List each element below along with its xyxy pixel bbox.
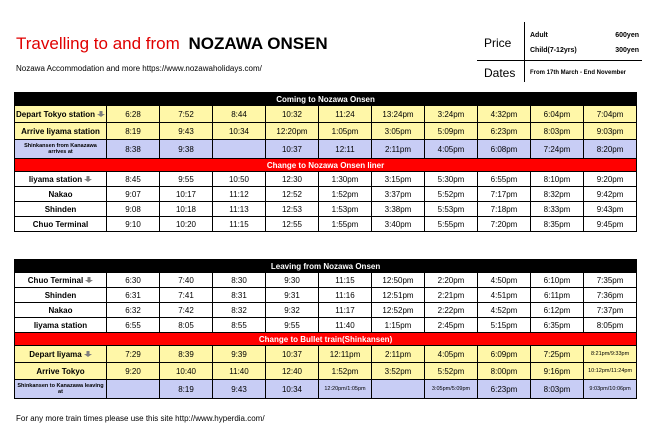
time-cell	[372, 380, 425, 399]
coming-change-header	[15, 159, 637, 172]
time-cell: 11:40	[213, 363, 266, 380]
time-cell: 13:24pm	[372, 106, 425, 123]
station-label	[15, 106, 107, 123]
time-cell: 1:30pm	[319, 172, 372, 187]
child-price: 300yen	[615, 47, 639, 54]
title-part-2: NOZAWA ONSEN	[188, 34, 328, 53]
station-label-text: Depart Tokyo station	[16, 109, 95, 119]
time-cell: 10:32	[266, 106, 319, 123]
time-cell: 7:20pm	[478, 217, 531, 232]
time-cell: 10:40	[160, 363, 213, 380]
time-cell: 11:16	[319, 288, 372, 303]
station-label	[15, 187, 107, 202]
station-label	[15, 363, 107, 380]
time-cell: 6:23pm	[478, 123, 531, 140]
time-cell: 12:30	[266, 172, 319, 187]
time-cell: 3:15pm	[372, 172, 425, 187]
time-cell: 8:31	[213, 288, 266, 303]
time-cell: 9:16pm	[531, 363, 584, 380]
station-label-text: Depart Iiyama	[29, 349, 82, 359]
dates-label: Dates	[484, 66, 516, 80]
time-cell: 8:44	[213, 106, 266, 123]
station-label	[15, 123, 107, 140]
time-cell: 8:05	[160, 318, 213, 333]
child-label: Child(7-12yrs)	[530, 47, 577, 54]
time-cell: 4:51pm	[478, 288, 531, 303]
time-cell	[107, 380, 160, 399]
station-label	[15, 217, 107, 232]
time-cell: 7:17pm	[478, 187, 531, 202]
time-cell: 9:42pm	[584, 187, 637, 202]
station-label	[15, 202, 107, 217]
time-cell: 12:40	[266, 363, 319, 380]
table-row	[15, 140, 637, 159]
time-cell: 5:53pm	[425, 202, 478, 217]
time-cell	[213, 140, 266, 159]
footer-note[interactable]: For any more train times please use this site http://www.hyperdia.com/	[16, 414, 265, 423]
station-label	[15, 380, 107, 399]
time-cell: 6:11pm	[531, 288, 584, 303]
time-cell: 9:55	[266, 318, 319, 333]
time-cell: 6:32	[107, 303, 160, 318]
time-cell: 8:19	[160, 380, 213, 399]
time-cell: 10:12pm/11:24pm	[584, 363, 637, 380]
time-cell: 10:20	[160, 217, 213, 232]
time-cell: 8:19	[107, 123, 160, 140]
time-cell: 7:42	[160, 303, 213, 318]
table-row	[15, 172, 637, 187]
time-cell: 7:04pm	[584, 106, 637, 123]
time-cell: 5:55pm	[425, 217, 478, 232]
coming-section-header	[15, 93, 637, 106]
time-cell: 8:39	[160, 346, 213, 363]
station-label-text: Shinden	[44, 290, 77, 300]
time-cell: 7:37pm	[584, 303, 637, 318]
time-cell: 1:55pm	[319, 217, 372, 232]
time-cell: 3:52pm	[372, 363, 425, 380]
time-cell: 12:52	[266, 187, 319, 202]
station-label-text: Chuo Terminal	[27, 275, 84, 285]
time-cell: 4:32pm	[478, 106, 531, 123]
time-cell: 2:11pm	[372, 140, 425, 159]
time-cell: 7:24pm	[531, 140, 584, 159]
time-cell: 10:17	[160, 187, 213, 202]
time-cell: 7:40	[160, 273, 213, 288]
time-cell: 6:28	[107, 106, 160, 123]
time-cell: 3:05pm/5:09pm	[425, 380, 478, 399]
time-cell: 8:32	[213, 303, 266, 318]
time-cell: 4:50pm	[478, 273, 531, 288]
time-cell: 8:03pm	[531, 380, 584, 399]
time-cell: 8:20pm	[584, 140, 637, 159]
time-cell: 9:03pm/10:06pm	[584, 380, 637, 399]
time-cell: 9:55	[160, 172, 213, 187]
time-cell: 8:21pm/9:33pm	[584, 346, 637, 363]
time-cell: 8:38	[107, 140, 160, 159]
time-cell: 2:11pm	[372, 346, 425, 363]
table-row	[15, 303, 637, 318]
station-label	[15, 288, 107, 303]
time-cell: 7:35pm	[584, 273, 637, 288]
time-cell: 8:35pm	[531, 217, 584, 232]
time-cell: 3:38pm	[372, 202, 425, 217]
station-label-text: Arrive Iiyama station	[21, 126, 100, 136]
time-cell: 6:55	[107, 318, 160, 333]
time-cell: 6:12pm	[531, 303, 584, 318]
leaving-change-header-title: Change to Bullet train(Shinkansen)	[15, 333, 637, 346]
time-cell: 9:30	[266, 273, 319, 288]
station-label	[15, 303, 107, 318]
time-cell: 4:52pm	[478, 303, 531, 318]
time-cell: 12:55	[266, 217, 319, 232]
table-row	[15, 288, 637, 303]
time-cell: 2:45pm	[425, 318, 478, 333]
time-cell: 9:08	[107, 202, 160, 217]
time-cell: 10:18	[160, 202, 213, 217]
time-cell: 8:00pm	[478, 363, 531, 380]
time-cell: 8:45	[107, 172, 160, 187]
time-cell: 6:10pm	[531, 273, 584, 288]
station-label	[15, 140, 107, 159]
table-row	[15, 123, 637, 140]
time-cell: 8:05pm	[584, 318, 637, 333]
station-label-text: Nakao	[48, 189, 73, 199]
time-cell: 7:29	[107, 346, 160, 363]
time-cell: 6:31	[107, 288, 160, 303]
time-cell: 9:43	[160, 123, 213, 140]
table-row	[15, 363, 637, 380]
time-cell: 3:24pm	[425, 106, 478, 123]
station-label	[15, 172, 107, 187]
time-cell: 12:11pm	[319, 346, 372, 363]
time-cell: 10:37	[266, 346, 319, 363]
time-cell: 3:05pm	[372, 123, 425, 140]
time-cell: 9:20pm	[584, 172, 637, 187]
time-cell: 12:53	[266, 202, 319, 217]
table-row	[15, 318, 637, 333]
time-cell: 6:08pm	[478, 140, 531, 159]
adult-price: 600yen	[615, 32, 639, 39]
time-cell: 8:10pm	[531, 172, 584, 187]
leaving-change-header	[15, 333, 637, 346]
station-label-text: Iiyama station	[28, 174, 83, 184]
time-cell: 5:52pm	[425, 363, 478, 380]
time-cell: 1:15pm	[372, 318, 425, 333]
time-cell: 11:13	[213, 202, 266, 217]
table-row	[15, 217, 637, 232]
down-arrow-icon	[85, 277, 93, 283]
time-cell: 11:15	[213, 217, 266, 232]
subtitle-link[interactable]: Nozawa Accommodation and more https://www.nozawaholidays.com/	[16, 64, 262, 73]
station-label	[15, 346, 107, 363]
coming-timetable	[14, 92, 637, 232]
time-cell: 10:50	[213, 172, 266, 187]
time-cell: 9:43pm	[584, 202, 637, 217]
time-cell: 9:07	[107, 187, 160, 202]
table-row	[15, 106, 637, 123]
time-cell: 9:43	[213, 380, 266, 399]
station-label-text: Chuo Terminal	[32, 219, 89, 229]
time-cell: 4:05pm	[425, 140, 478, 159]
time-cell: 8:32pm	[531, 187, 584, 202]
time-cell: 12:52pm	[372, 303, 425, 318]
down-arrow-icon	[84, 351, 92, 357]
time-cell: 6:55pm	[478, 172, 531, 187]
table-row	[15, 346, 637, 363]
time-cell: 6:23pm	[478, 380, 531, 399]
title-part-1: Travelling to and from	[16, 34, 180, 53]
time-cell: 1:05pm	[319, 123, 372, 140]
time-cell: 10:34	[266, 380, 319, 399]
time-cell: 9:03pm	[584, 123, 637, 140]
time-cell: 1:52pm	[319, 187, 372, 202]
time-cell: 8:30	[213, 273, 266, 288]
table-row	[15, 202, 637, 217]
time-cell: 5:30pm	[425, 172, 478, 187]
price-box	[477, 22, 642, 82]
table-row	[15, 273, 637, 288]
time-cell: 6:35pm	[531, 318, 584, 333]
adult-label: Adult	[530, 32, 548, 39]
time-cell: 6:30	[107, 273, 160, 288]
time-cell: 6:04pm	[531, 106, 584, 123]
time-cell: 2:21pm	[425, 288, 478, 303]
table-row	[15, 380, 637, 399]
station-label-text: Shinden	[44, 204, 77, 214]
page-title	[16, 34, 328, 54]
station-label-text: Shinkansen to Kanazawa leaving at	[17, 383, 104, 395]
time-cell: 9:39	[213, 346, 266, 363]
station-label-text: Iiyama station	[33, 320, 88, 330]
time-cell: 8:33pm	[531, 202, 584, 217]
down-arrow-icon	[84, 176, 92, 182]
price-label: Price	[484, 36, 512, 50]
price-box-divider-vertical	[524, 22, 525, 82]
time-cell: 7:41	[160, 288, 213, 303]
time-cell: 11:40	[319, 318, 372, 333]
time-cell: 8:55	[213, 318, 266, 333]
time-cell: 3:37pm	[372, 187, 425, 202]
leaving-section-header-title: Leaving from Nozawa Onsen	[15, 260, 637, 273]
time-cell: 12:50pm	[372, 273, 425, 288]
time-cell: 7:36pm	[584, 288, 637, 303]
time-cell: 5:15pm	[478, 318, 531, 333]
time-cell: 7:52	[160, 106, 213, 123]
station-label-text: Shinkansen from Kanazawa arrives at	[24, 143, 97, 155]
time-cell: 11:12	[213, 187, 266, 202]
leaving-timetable	[14, 259, 637, 399]
page-header	[0, 0, 650, 88]
time-cell: 9:10	[107, 217, 160, 232]
time-cell: 5:09pm	[425, 123, 478, 140]
time-cell: 10:34	[213, 123, 266, 140]
time-cell: 2:20pm	[425, 273, 478, 288]
leaving-section-header	[15, 260, 637, 273]
station-label-text: Arrive Tokyo	[36, 366, 85, 376]
station-label-text: Nakao	[48, 305, 73, 315]
coming-change-header-title: Change to Nozawa Onsen liner	[15, 159, 637, 172]
time-cell: 3:40pm	[372, 217, 425, 232]
time-cell: 9:20	[107, 363, 160, 380]
price-box-divider-horizontal	[477, 60, 642, 61]
time-cell: 9:32	[266, 303, 319, 318]
time-cell: 12:11	[319, 140, 372, 159]
time-cell: 1:52pm	[319, 363, 372, 380]
time-cell: 12:51pm	[372, 288, 425, 303]
station-label	[15, 273, 107, 288]
time-cell: 9:38	[160, 140, 213, 159]
time-cell: 11:15	[319, 273, 372, 288]
time-cell: 7:25pm	[531, 346, 584, 363]
time-cell: 2:22pm	[425, 303, 478, 318]
time-cell: 11:24	[319, 106, 372, 123]
time-cell: 9:31	[266, 288, 319, 303]
table-row	[15, 187, 637, 202]
time-cell: 6:09pm	[478, 346, 531, 363]
time-cell: 5:52pm	[425, 187, 478, 202]
time-cell: 12:20pm	[266, 123, 319, 140]
dates-value: From 17th March - End November	[530, 70, 627, 76]
time-cell: 10:37	[266, 140, 319, 159]
time-cell: 1:53pm	[319, 202, 372, 217]
down-arrow-icon	[97, 111, 105, 117]
time-cell: 4:05pm	[425, 346, 478, 363]
time-cell: 7:18pm	[478, 202, 531, 217]
coming-section-header-title: Coming to Nozawa Onsen	[15, 93, 637, 106]
time-cell: 11:17	[319, 303, 372, 318]
station-label	[15, 318, 107, 333]
time-cell: 12:20pm/1:05pm	[319, 380, 372, 399]
time-cell: 9:45pm	[584, 217, 637, 232]
time-cell: 8:03pm	[531, 123, 584, 140]
